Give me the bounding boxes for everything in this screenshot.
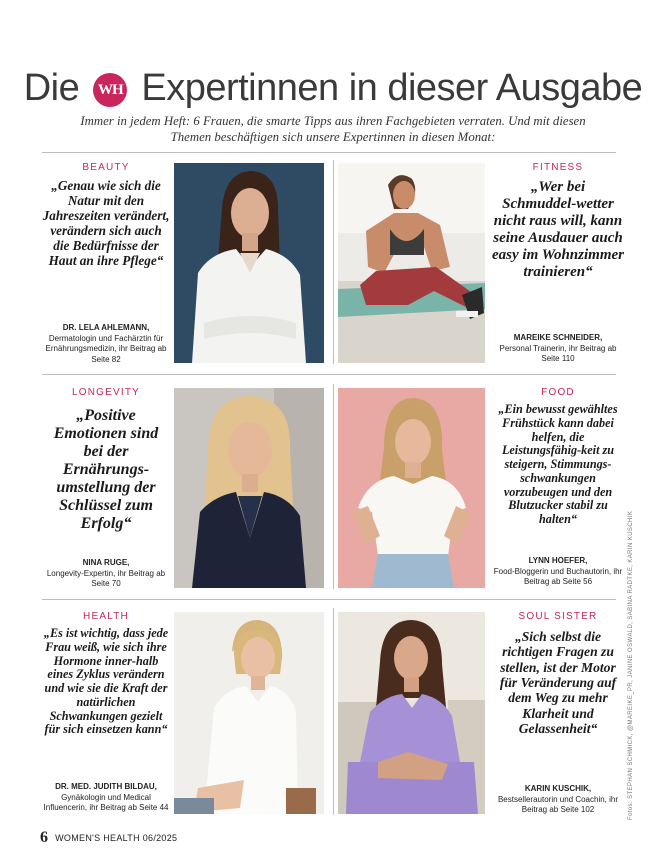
expert-photo (174, 612, 324, 814)
page-footer (40, 829, 177, 847)
divider (42, 152, 616, 153)
portrait-image (338, 163, 485, 363)
expert-quote: „Ein bewusst gewähltes Frühstück kann dabei helfen, die Leistungsfähig-keit zu steigern, Stimmungs-schwankungen vorzubeugen und den Blutzucker stabil zu halten“ (498, 402, 618, 527)
expert-name: DR. MED. JUDITH BILDAU, (55, 782, 157, 791)
photo-credit (626, 510, 636, 820)
expert-credit (42, 323, 170, 365)
expert-credit (492, 556, 624, 588)
expert-quote: „Sich selbst die richtigen Fragen zu stellen, ist der Motor für Veränderung auf dem Weg zu mehr Klarheit und Gelassenheit“ (499, 629, 617, 737)
category-label: BEAUTY (82, 162, 130, 173)
expert-role: Food-Bloggerin und Buchautorin, ihr Beitrag ab Seite 56 (493, 566, 623, 586)
photo-credit-text: Fotos: STEPHAN SCHMICK, @MAREIKE_PR, JANINE OSWALD, SABINA RADTKE, KARIN KUSCHIK (628, 510, 634, 820)
title-part-1: Die (23, 67, 80, 109)
column-divider (333, 160, 334, 364)
expert-role: Personal Trainerin, ihr Beitrag ab Seite 110 (499, 343, 617, 363)
intro-text: Immer in jedem Heft: 6 Frauen, die smarte Tipps aus ihren Fachgebieten verraten. Und mit diesen Themen beschäftigen sich unsere Expertinnen in diesen Monat: (80, 114, 586, 144)
divider (42, 374, 616, 375)
category-label: FOOD (541, 387, 575, 398)
portrait-image (174, 612, 324, 814)
page-number: 6 (40, 829, 49, 846)
expert-name: NINA RUGE, (82, 558, 130, 567)
category-label: LONGEVITY (71, 387, 141, 398)
expert-quote: „Positive Emotionen sind bei der Ernährungs-umstellung der Schlüssel zum Erfolg“ (53, 407, 159, 533)
expert-name: LYNN HOEFER, (528, 556, 588, 565)
expert-role: Bestsellerautorin und Coachin, ihr Beitrag ab Seite 102 (497, 794, 619, 814)
expert-role: Longevity-Expertin, ihr Beitrag ab Seite 70 (46, 568, 166, 588)
expert-photo (174, 163, 324, 363)
expert-credit (492, 333, 624, 365)
expert-name: DR. LELA AHLEMANN, (62, 323, 150, 332)
expert-quote: „Genau wie sich die Natur mit den Jahreszeiten verändert, verändern sich auch die Bedürfnisse der Haut an ihre Pflege“ (42, 178, 170, 268)
portrait-image (174, 163, 324, 363)
expert-credit (42, 782, 170, 814)
column-divider (333, 608, 334, 815)
expert-credit (492, 784, 624, 816)
womens-health-logo: WH (93, 73, 127, 107)
category-label: FITNESS (532, 162, 584, 173)
category-label: SOUL SISTER (518, 611, 598, 622)
portrait-image (338, 388, 485, 588)
expert-quote: „Es ist wichtig, dass jede Frau weiß, wie sich ihre Hormone inner-halb eines Zyklus verändern und wie sie die Kraft der natürlichen Schwankungen gezielt für sich einsetzen kann“ (43, 626, 169, 737)
portrait-image (174, 388, 324, 588)
expert-photo (338, 612, 485, 814)
issue-number: 06/2025 (142, 833, 178, 843)
expert-role: Gynäkologin und Medical Influencerin, ihr Beitrag ab Seite 44 (43, 792, 169, 812)
page-title (0, 64, 666, 112)
expert-name: MAREIKE SCHNEIDER, (513, 333, 603, 342)
expert-name: KARIN KUSCHIK, (524, 784, 592, 793)
expert-credit (42, 558, 170, 590)
category-label: HEALTH (83, 611, 129, 622)
expert-role: Dermatologin und Fachärztin für Ernährungsmedizin, ihr Beitrag ab Seite 82 (45, 333, 167, 364)
column-divider (333, 384, 334, 589)
divider (42, 599, 616, 600)
expert-photo (338, 388, 485, 588)
expert-photo (338, 163, 485, 363)
expert-quote: „Wer bei Schmuddel-wetter nicht raus will, kann seine Ausdauer auch easy im Wohnzimmer trainieren“ (492, 179, 624, 280)
portrait-image (338, 612, 485, 814)
expert-photo (174, 388, 324, 588)
magazine-name: WOMEN'S HEALTH (55, 833, 140, 843)
title-part-2: Expertinnen in dieser Ausgabe (141, 67, 643, 109)
